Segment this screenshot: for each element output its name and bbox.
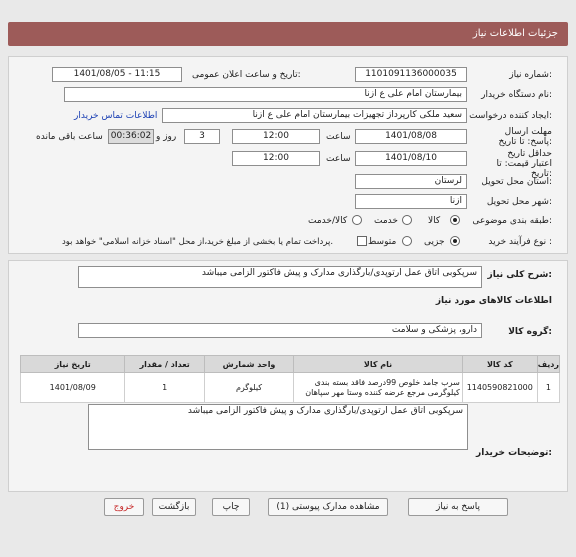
- goods-table: [20, 355, 560, 403]
- treasury-checkbox[interactable]: [357, 236, 367, 249]
- buyer-org-label: نام دستگاه خریدار:: [481, 90, 552, 100]
- goods-group-field: دارو، پزشکی و سلامت: [78, 323, 482, 338]
- remaining-label: ساعت باقی مانده: [36, 132, 103, 142]
- category-radio-goods-service[interactable]: [352, 215, 362, 228]
- goods-date: 1401/08/09: [21, 373, 125, 403]
- goods-unit: کیلوگرم: [204, 373, 293, 403]
- announce-field: 1401/08/05 - 11:15: [52, 67, 182, 82]
- goods-group-label: گروه کالا:: [508, 327, 552, 337]
- city-field: ازنا: [355, 194, 467, 209]
- summary-label: شرح کلی نیاز:: [487, 270, 552, 280]
- deadline-time-field: 12:00: [232, 129, 320, 144]
- goods-qty: 1: [125, 373, 204, 403]
- category-radio-goods[interactable]: [450, 215, 460, 228]
- days-label: روز و: [156, 132, 177, 142]
- reply-button[interactable]: پاسخ به نیاز: [408, 498, 508, 516]
- validity-date-field: 1401/08/10: [355, 151, 467, 166]
- need-number-field: 1101091136000035: [355, 67, 467, 82]
- col-row: ردیف: [537, 356, 559, 373]
- deadline-date-field: 1401/08/08: [355, 129, 467, 144]
- process-option-minor: جزیی: [424, 237, 445, 247]
- announce-label: تاریخ و ساعت اعلان عمومی:: [192, 70, 301, 80]
- col-name: نام کالا: [294, 356, 463, 373]
- col-date: تاریخ نیاز: [21, 356, 125, 373]
- deadline-time-label: ساعت: [326, 132, 351, 142]
- buyer-contact-link[interactable]: اطلاعات تماس خریدار: [74, 111, 158, 121]
- page-title-bar: [8, 22, 568, 46]
- goods-name: سرب جامد خلوص 99درصد فاقد بسته بندی کیلوگرمی مرجع عرضه کننده وستا مهر سپاهان: [294, 373, 463, 403]
- category-option-goods: کالا: [428, 216, 441, 226]
- process-radio-minor[interactable]: [450, 236, 460, 249]
- buyer-org-field: بیمارستان امام علی ع ازنا: [64, 87, 467, 102]
- goods-code: 1140590821000: [462, 373, 537, 403]
- table-row: [21, 373, 560, 403]
- summary-field: سرپکوبی اتاق عمل ارتوپدی/بارگذاری مدارک و پیش فاکتور الزامی میباشد: [78, 266, 482, 288]
- remaining-time-box: 00:36:02: [108, 129, 154, 144]
- category-label: طبقه بندی موضوعی:: [472, 216, 552, 226]
- exit-button[interactable]: خروج: [104, 498, 144, 516]
- province-field: لرستان: [355, 174, 467, 189]
- back-button[interactable]: بازگشت: [152, 498, 196, 516]
- buyer-notes-field: سرپکوبی اتاق عمل ارتوپدی/بارگذاری مدارک و پیش فاکتور الزامی میباشد: [88, 404, 468, 450]
- province-label: استان محل تحویل:: [481, 177, 552, 187]
- validity-time-field: 12:00: [232, 151, 320, 166]
- buyer-notes-label: توضیحات خریدار:: [476, 448, 552, 458]
- need-number-label: شماره نیاز:: [509, 70, 552, 80]
- deadline-label: مهلت ارسال پاسخ: تا تاریخ:: [498, 127, 552, 147]
- category-option-goods-service: کالا/خدمت: [308, 216, 348, 226]
- process-label: نوع فرآیند خرید :: [488, 237, 552, 247]
- row-number: 1: [537, 373, 559, 403]
- process-option-medium: متوسط: [368, 237, 397, 247]
- days-field: 3: [184, 129, 220, 144]
- process-radio-medium[interactable]: [402, 236, 412, 249]
- city-label: شهر محل تحویل:: [486, 197, 552, 207]
- goods-section-title: اطلاعات کالاهای مورد نیاز: [435, 296, 552, 306]
- page-title: جزئیات اطلاعات نیاز: [472, 28, 558, 39]
- attachments-button[interactable]: مشاهده مدارک پیوستی (1): [268, 498, 388, 516]
- col-unit: واحد شمارش: [204, 356, 293, 373]
- category-radio-service[interactable]: [402, 215, 412, 228]
- validity-time-label: ساعت: [326, 154, 351, 164]
- creator-field: سعید ملکی کارپرداز تجهیزات بیمارستان امام علی ع ازنا: [162, 108, 467, 123]
- validity-label: حداقل تاریخ اعتبار قیمت: تا تاریخ:: [496, 149, 552, 179]
- category-option-service: خدمت: [374, 216, 398, 226]
- print-button[interactable]: چاپ: [212, 498, 250, 516]
- treasury-note: پرداخت تمام یا بخشی از مبلغ خرید،از محل "اسناد خزانه اسلامی" خواهد بود.: [62, 237, 334, 247]
- col-code: کد کالا: [462, 356, 537, 373]
- col-qty: تعداد / مقدار: [125, 356, 204, 373]
- creator-label: ایجاد کننده درخواست:: [469, 111, 552, 121]
- goods-table-header: [21, 356, 560, 373]
